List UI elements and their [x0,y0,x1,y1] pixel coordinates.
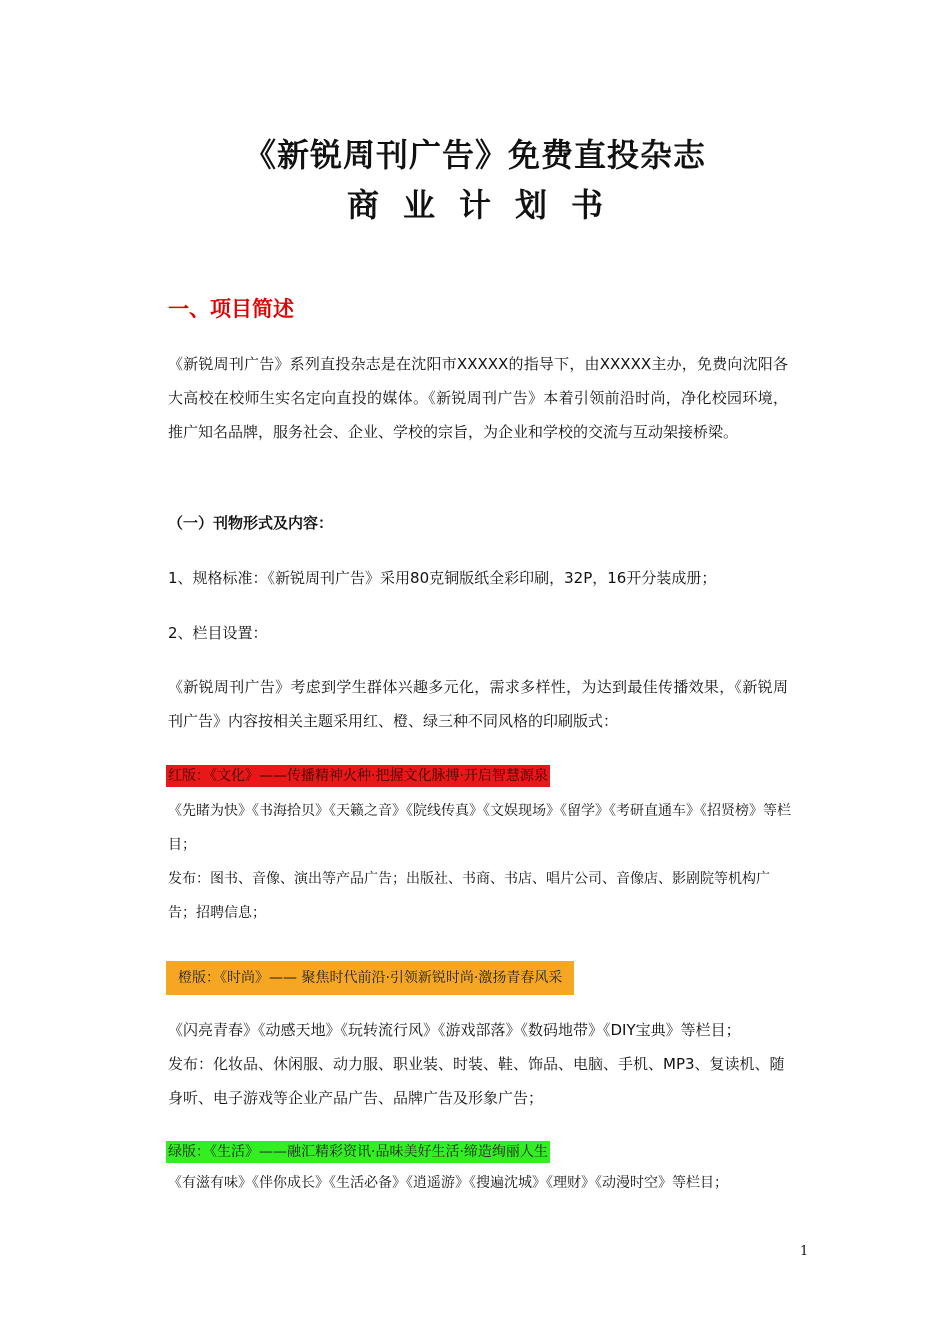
green-edition-text [168,1166,793,1200]
orange-edition-columns: 《闪亮青春》《动感天地》《玩转流行风》《游戏部落》《数码地带》《DIY宝典》等栏目； [168,1021,741,1039]
page-number: 1 [800,1244,809,1259]
green-edition-columns: 《有滋有味》《伴你成长》《生活必备》《逍遥游》《搜遍沈城》《理财》《动漫时空》等栏目； [168,1175,728,1191]
orange-edition-text [168,1013,793,1115]
section-heading: 一、项目简述 [168,297,294,321]
document-subtitle: 商业计划书 [346,186,627,224]
intro-paragraph: 《新锐周刊广告》系列直投杂志是在沈阳市XXXXX的指导下，由XXXXX主办，免费向沈阳各大高校在校师生实名定向直投的媒体。《新锐周刊广告》本着引领前沿时尚，净化校园环境，推广知名品牌，服务社会、企业、学校的宗旨，为企业和学校的交流与互动架接桥梁。 [168,355,788,441]
red-edition-banner: 红版：《文化》——传播精神火种·把握文化脉搏·开启智慧源泉 [166,765,550,787]
red-edition-text [168,794,793,930]
green-edition-banner: 绿版：《生活》——融汇精彩资讯·品味美好生活·缔造绚丽人生 [166,1141,550,1163]
spec-item: 1、规格标准：《新锐周刊广告》采用80克铜版纸全彩印刷，32P，16开分装成册； [168,569,717,587]
columns-paragraph: 《新锐周刊广告》考虑到学生群体兴趣多元化，需求多样性，为达到最佳传播效果，《新锐周刊广告》内容按相关主题采用红、橙、绿三种不同风格的印刷版式： [168,678,788,730]
orange-edition-publish: 发布：化妆品、休闲服、动力服、职业装、时装、鞋、饰品、电脑、手机、MP3、复读机、随身听、电子游戏等企业产品广告、品牌广告及形象广告； [168,1055,785,1107]
red-edition-columns: 《先睹为快》《书海拾贝》《天籁之音》《院线传真》《文娱现场》《留学》《考研直通车》《招贤榜》等栏目； [168,803,791,853]
columns-item: 2、栏目设置： [168,624,268,642]
orange-edition-banner: 橙版：《时尚》—— 聚焦时代前沿·引领新锐时尚·激扬青春风采 [166,961,574,995]
subsection-heading: （一）刊物形式及内容： [168,514,334,532]
red-edition-publish: 发布：图书、音像、演出等产品广告；出版社、书商、书店、唱片公司、音像店、影剧院等机构广告；招聘信息； [168,871,770,921]
document-title: 《新锐周刊广告》免费直投杂志 [243,136,706,174]
